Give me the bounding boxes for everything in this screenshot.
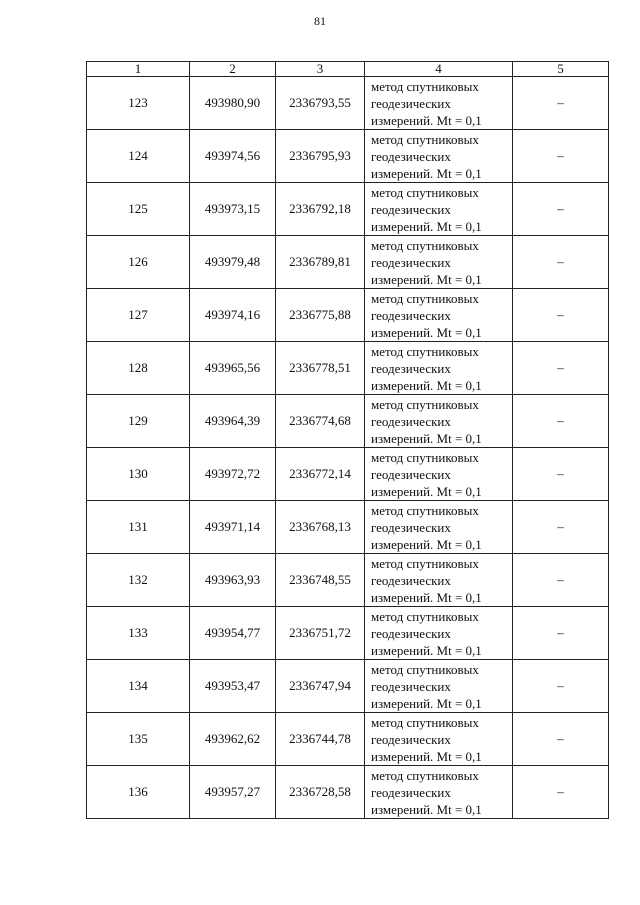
x-coordinate-cell: 493974,16 (190, 289, 276, 342)
method-line: геодезических (371, 413, 451, 429)
point-number-cell: 125 (87, 183, 190, 236)
method-line: метод спутниковых (371, 343, 479, 359)
method-line: метод спутниковых (371, 661, 479, 677)
y-coordinate-cell: 2336772,14 (276, 448, 365, 501)
table-row (87, 607, 609, 660)
method-line: геодезических (371, 678, 451, 694)
note-cell: – (513, 766, 609, 819)
note-cell: – (513, 660, 609, 713)
method-line: геодезических (371, 254, 451, 270)
method-line: геодезических (371, 148, 451, 164)
method-line: метод спутниковых (371, 555, 479, 571)
column-header: 3 (276, 62, 365, 77)
point-number-cell: 130 (87, 448, 190, 501)
method-line: измерений. Mt = 0,1 (371, 218, 482, 234)
point-number-cell: 123 (87, 77, 190, 130)
coordinates-table (86, 61, 609, 819)
point-number-cell: 124 (87, 130, 190, 183)
method-line: геодезических (371, 625, 451, 641)
y-coordinate-cell: 2336774,68 (276, 395, 365, 448)
page-number: 81 (314, 14, 326, 28)
method-line: геодезических (371, 731, 451, 747)
method-line: метод спутниковых (371, 714, 479, 730)
method-line: метод спутниковых (371, 184, 479, 200)
method-line: геодезических (371, 201, 451, 217)
method-cell (365, 713, 513, 766)
method-line: измерений. Mt = 0,1 (371, 112, 482, 128)
method-line: измерений. Mt = 0,1 (371, 430, 482, 446)
note-cell: – (513, 289, 609, 342)
column-header: 4 (365, 62, 513, 77)
method-line: метод спутниковых (371, 396, 479, 412)
method-line: метод спутниковых (371, 767, 479, 783)
table-row (87, 395, 609, 448)
method-line: метод спутниковых (371, 502, 479, 518)
x-coordinate-cell: 493980,90 (190, 77, 276, 130)
method-line: геодезических (371, 572, 451, 588)
method-line: измерений. Mt = 0,1 (371, 377, 482, 393)
point-number-cell: 134 (87, 660, 190, 713)
method-line: геодезических (371, 784, 451, 800)
y-coordinate-cell: 2336778,51 (276, 342, 365, 395)
note-cell: – (513, 448, 609, 501)
method-cell (365, 77, 513, 130)
point-number-cell: 126 (87, 236, 190, 289)
point-number-cell: 127 (87, 289, 190, 342)
x-coordinate-cell: 493954,77 (190, 607, 276, 660)
table-row (87, 766, 609, 819)
y-coordinate-cell: 2336768,13 (276, 501, 365, 554)
note-cell: – (513, 342, 609, 395)
x-coordinate-cell: 493973,15 (190, 183, 276, 236)
column-header: 1 (87, 62, 190, 77)
point-number-cell: 132 (87, 554, 190, 607)
x-coordinate-cell: 493974,56 (190, 130, 276, 183)
table-row (87, 236, 609, 289)
method-line: измерений. Mt = 0,1 (371, 271, 482, 287)
x-coordinate-cell: 493964,39 (190, 395, 276, 448)
note-cell: – (513, 77, 609, 130)
method-line: геодезических (371, 466, 451, 482)
column-header: 5 (513, 62, 609, 77)
x-coordinate-cell: 493971,14 (190, 501, 276, 554)
method-line: измерений. Mt = 0,1 (371, 165, 482, 181)
table-body (87, 77, 609, 819)
method-cell (365, 660, 513, 713)
method-line: измерений. Mt = 0,1 (371, 695, 482, 711)
method-cell (365, 289, 513, 342)
method-line: метод спутниковых (371, 290, 479, 306)
table-row (87, 130, 609, 183)
note-cell: – (513, 554, 609, 607)
note-cell: – (513, 713, 609, 766)
y-coordinate-cell: 2336744,78 (276, 713, 365, 766)
method-line: измерений. Mt = 0,1 (371, 536, 482, 552)
method-line: метод спутниковых (371, 608, 479, 624)
x-coordinate-cell: 493963,93 (190, 554, 276, 607)
method-cell (365, 395, 513, 448)
point-number-cell: 129 (87, 395, 190, 448)
y-coordinate-cell: 2336751,72 (276, 607, 365, 660)
y-coordinate-cell: 2336793,55 (276, 77, 365, 130)
method-line: измерений. Mt = 0,1 (371, 483, 482, 499)
point-number-cell: 128 (87, 342, 190, 395)
method-line: геодезических (371, 307, 451, 323)
table-row (87, 660, 609, 713)
method-line: геодезических (371, 360, 451, 376)
table-header-row (87, 62, 609, 77)
y-coordinate-cell: 2336775,88 (276, 289, 365, 342)
y-coordinate-cell: 2336747,94 (276, 660, 365, 713)
y-coordinate-cell: 2336795,93 (276, 130, 365, 183)
method-cell (365, 607, 513, 660)
y-coordinate-cell: 2336789,81 (276, 236, 365, 289)
x-coordinate-cell: 493953,47 (190, 660, 276, 713)
method-line: измерений. Mt = 0,1 (371, 324, 482, 340)
point-number-cell: 131 (87, 501, 190, 554)
column-header: 2 (190, 62, 276, 77)
method-cell (365, 766, 513, 819)
method-cell (365, 501, 513, 554)
x-coordinate-cell: 493957,27 (190, 766, 276, 819)
method-line: геодезических (371, 95, 451, 111)
y-coordinate-cell: 2336728,58 (276, 766, 365, 819)
note-cell: – (513, 395, 609, 448)
note-cell: – (513, 607, 609, 660)
table-row (87, 77, 609, 130)
x-coordinate-cell: 493962,62 (190, 713, 276, 766)
table-row (87, 183, 609, 236)
note-cell: – (513, 236, 609, 289)
note-cell: – (513, 183, 609, 236)
table-row (87, 713, 609, 766)
point-number-cell: 133 (87, 607, 190, 660)
method-line: измерений. Mt = 0,1 (371, 589, 482, 605)
table-row (87, 554, 609, 607)
table-row (87, 289, 609, 342)
table-row (87, 342, 609, 395)
method-line: метод спутниковых (371, 131, 479, 147)
method-line: метод спутниковых (371, 449, 479, 465)
method-cell (365, 130, 513, 183)
y-coordinate-cell: 2336792,18 (276, 183, 365, 236)
x-coordinate-cell: 493979,48 (190, 236, 276, 289)
note-cell: – (513, 130, 609, 183)
x-coordinate-cell: 493972,72 (190, 448, 276, 501)
method-line: измерений. Mt = 0,1 (371, 642, 482, 658)
method-cell (365, 342, 513, 395)
y-coordinate-cell: 2336748,55 (276, 554, 365, 607)
method-line: измерений. Mt = 0,1 (371, 801, 482, 817)
method-cell (365, 554, 513, 607)
table-row (87, 448, 609, 501)
point-number-cell: 136 (87, 766, 190, 819)
table-row (87, 501, 609, 554)
method-cell (365, 236, 513, 289)
method-cell (365, 448, 513, 501)
point-number-cell: 135 (87, 713, 190, 766)
x-coordinate-cell: 493965,56 (190, 342, 276, 395)
note-cell: – (513, 501, 609, 554)
method-cell (365, 183, 513, 236)
method-line: метод спутниковых (371, 78, 479, 94)
method-line: метод спутниковых (371, 237, 479, 253)
method-line: геодезических (371, 519, 451, 535)
method-line: измерений. Mt = 0,1 (371, 748, 482, 764)
